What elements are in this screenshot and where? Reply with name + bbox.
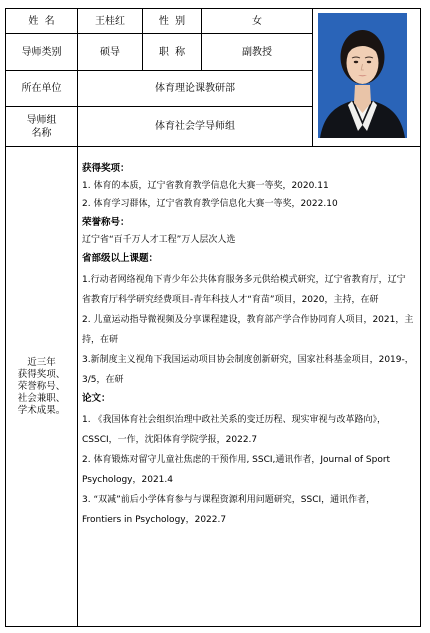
portrait-image	[318, 13, 407, 138]
paper-item: 1. 《我国体育社会组织治理中政社关系的变迁历程、现实审视与改革路向》，CSSCI，一作，沈阳体育学院学报，2022.7	[82, 415, 386, 445]
supervisor-type-value: 硕导	[100, 46, 120, 58]
papers-heading: 论文：	[82, 393, 111, 404]
project-item: 2. 儿童运动指导微视频及分享课程建设，教育部产学合作协同育人项目，2021，主持，在研	[82, 315, 414, 345]
group-name-value: 体育社会学导师组	[155, 121, 235, 132]
honors-heading: 荣誉称号：	[82, 217, 130, 228]
unit-value: 体育理论课教研部	[155, 83, 235, 94]
paper-item: 3. “双减”前后小学体育参与与课程资源利用问题研究，SSCI，通讯作者，Frontiers in Psychology，2022.7	[82, 495, 376, 525]
name-label: 姓 名	[28, 15, 55, 27]
title-value: 副教授	[242, 46, 272, 58]
award-item: 1. 体育的本质，辽宁省教育教学信息化大赛一等奖，2020.11	[82, 181, 329, 191]
achievements-content	[82, 162, 414, 530]
profile-photo	[318, 13, 407, 138]
project-item: 1.行动者网络视角下青少年公共体育服务多元供给模式研究，辽宁省教育厅，辽宁省教育厅科学研究经费项目-青年科技人才“育苗”项目，2020，主持，在研	[82, 275, 406, 305]
gender-value: 女	[252, 15, 262, 27]
unit-label: 所在单位	[21, 83, 62, 94]
honor-item: 辽宁省“百千万人才工程”万人层次人选	[82, 235, 236, 245]
gender-label: 性 别	[158, 15, 186, 27]
projects-heading: 省部级以上课题：	[82, 253, 159, 264]
supervisor-type-label: 导师类别	[21, 46, 62, 58]
project-item: 3.新制度主义视角下我国运动项目协会制度创新研究，国家社科基金项目，2019-，3/5，在研	[82, 355, 414, 385]
group-name-label: 导师组 名称	[26, 114, 57, 139]
table-rule	[420, 8, 421, 627]
paper-item: 2. 体育锻炼对留守儿童社焦虑的干预作用, SSCI,通讯作者，Journal of Sport Psychology，2021.4	[82, 455, 391, 485]
table-rule	[5, 626, 420, 627]
award-item: 2. 体育学习群体，辽宁省教育教学信息化大赛一等奖，2022.10	[82, 199, 338, 209]
table-rule	[312, 8, 313, 147]
title-label: 职 称	[158, 46, 186, 58]
achievements-label: 近三年 获得奖项、 荣誉称号、 社会兼职、 学术成果。	[17, 356, 66, 416]
name-value: 王桂红	[95, 15, 125, 27]
awards-heading: 获得奖项：	[82, 163, 130, 174]
